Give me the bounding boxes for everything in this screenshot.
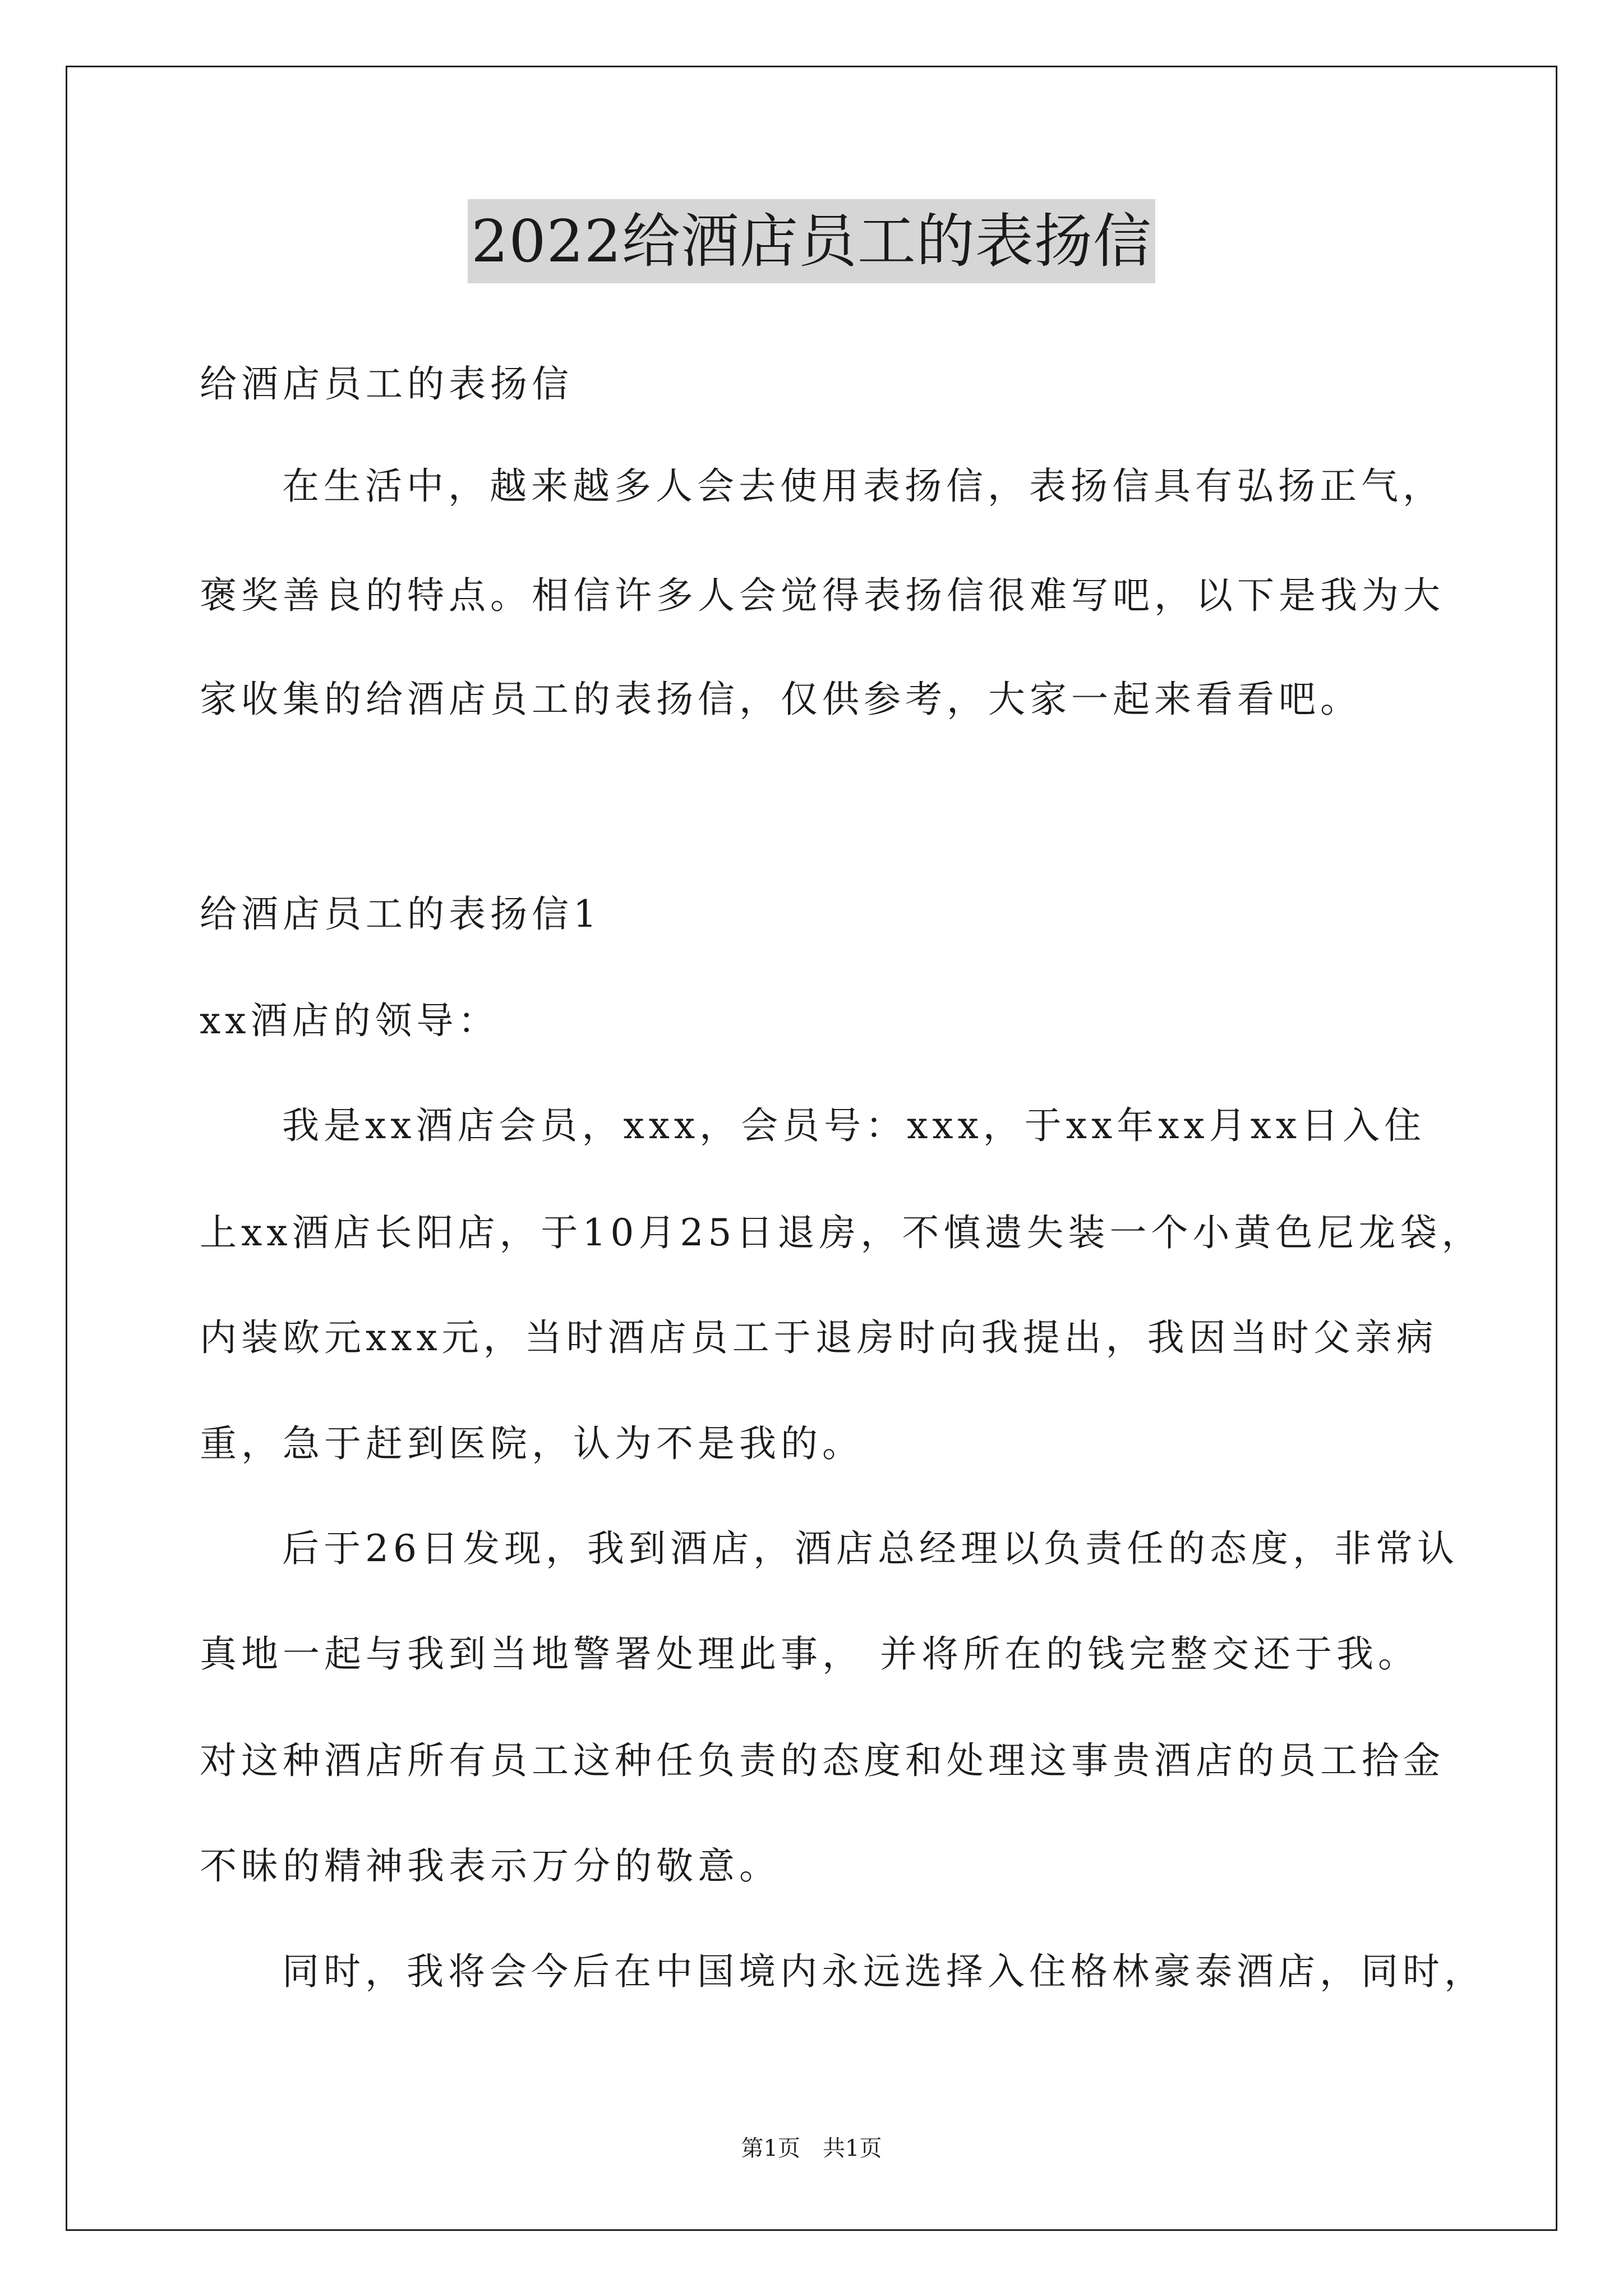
subtitle-line: 给酒店员工的表扬信 xyxy=(200,362,573,406)
paragraph-line: 重，急于赶到医院，认为不是我的。 xyxy=(200,1422,864,1465)
paragraph-line: 上xx酒店长阳店，于10月25日退房，不慎遗失装一个小黄色尼龙袋， xyxy=(200,1211,1483,1254)
paragraph-line: 褒奖善良的特点。相信许多人会觉得表扬信很难写吧，以下是我为大 xyxy=(200,574,1445,617)
salutation-line: xx酒店的领导： xyxy=(200,999,500,1042)
document-title: 2022给酒店员工的表扬信 xyxy=(468,199,1155,283)
paragraph-line: 对这种酒店所有员工这种任负责的态度和处理这事贵酒店的员工拾金 xyxy=(200,1739,1445,1782)
paragraph-line: 家收集的给酒店员工的表扬信，仅供参考，大家一起来看看吧。 xyxy=(200,678,1362,721)
paragraph-line: 我是xx酒店会员，xxx，会员号：xxx，于xx年xx月xx日入住 xyxy=(282,1104,1426,1147)
paragraph-line: 同时，我将会今后在中国境内永远选择入住格林豪泰酒店，同时， xyxy=(282,1950,1486,1993)
page-footer: 第1页 共1页 xyxy=(741,2136,882,2161)
paragraph-line: 真地一起与我到当地警署处理此事， 并将所在的钱完整交还于我。 xyxy=(200,1632,1419,1676)
section-heading: 给酒店员工的表扬信1 xyxy=(200,892,601,936)
paragraph-line: 内装欧元xxx元，当时酒店员工于退房时向我提出，我因当时父亲病 xyxy=(200,1316,1438,1359)
paragraph-line: 后于26日发现，我到酒店，酒店总经理以负责任的态度，非常认 xyxy=(282,1527,1459,1570)
title-wrapper xyxy=(0,199,1623,283)
paragraph-line: 在生活中，越来越多人会去使用表扬信，表扬信具有弘扬正气， xyxy=(282,464,1444,508)
paragraph-line: 不昧的精神我表示万分的敬意。 xyxy=(200,1844,781,1888)
